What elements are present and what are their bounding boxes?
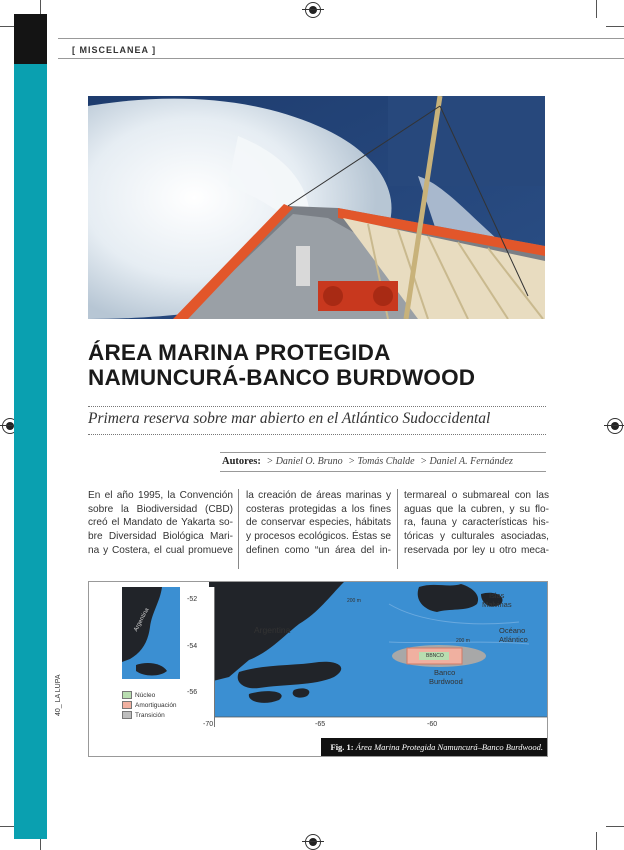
body-text-line: reservada por ley u otro meca- — [404, 544, 549, 556]
title-line-2: NAMUNCURÁ-BANCO BURDWOOD — [88, 365, 476, 390]
legend-label: Núcleo — [135, 692, 156, 699]
body-text-line: creó el Mandato de Yakarta so- — [88, 517, 233, 529]
lat-tick-label: -54 — [187, 643, 198, 650]
map-label-burdwood: Burdwood — [429, 677, 463, 686]
map-legend — [122, 691, 177, 721]
legend-item — [122, 711, 177, 721]
magazine-name: LA LUPA — [55, 674, 62, 703]
legend-swatch — [122, 711, 132, 719]
body-text-line: En el año 1995, la Convención — [88, 490, 233, 501]
corner-black-block — [14, 14, 47, 64]
lon-tick-label: -60 — [427, 721, 438, 728]
authors-rule — [220, 452, 546, 453]
body-text-line: na y Costera, el cual promueve — [88, 544, 233, 556]
body-column-1 — [88, 489, 233, 558]
map-core-label: BBNCO — [426, 653, 444, 659]
body-column-3 — [404, 489, 549, 558]
map-label-banco: Banco — [434, 668, 456, 677]
body-text-line: bre Diversidad Biológica Mari- — [88, 531, 233, 543]
inset-map — [119, 587, 215, 727]
dotted-rule — [88, 406, 546, 407]
lon-tick-label: -65 — [315, 721, 326, 728]
map-label-oceano: Océano — [499, 626, 526, 635]
crop-mark — [606, 826, 624, 827]
body-text-line: aguas que la cubren, y su flo- — [404, 503, 549, 515]
ship-in-storm-illustration — [88, 96, 545, 319]
map-label-atlantico: Atlántico — [499, 635, 528, 644]
side-color-band — [14, 64, 47, 839]
map-label-malvinas: Malvinas — [482, 600, 512, 609]
authors-line: Autores: > Daniel O. Bruno > Tomás Chalde > Daniel A. Fernández — [222, 456, 513, 467]
dotted-rule — [88, 434, 546, 435]
author-name: Tomás Chalde — [357, 456, 415, 467]
crop-mark — [596, 832, 597, 850]
lat-tick-label: -52 — [187, 596, 198, 603]
map-depth-label: 200 m — [347, 598, 361, 604]
registration-mark-icon — [607, 418, 623, 434]
map-depth-label: 200 m — [456, 638, 470, 644]
body-text-line: de conservar especies, hábitats — [246, 517, 391, 529]
crop-mark — [606, 26, 624, 27]
author-name: Daniel A. Fernández — [429, 456, 513, 467]
body-text-line: ra, fauna y características his- — [404, 517, 549, 529]
page-footer: 40_ LA LUPA — [55, 674, 62, 716]
page-number: 40 — [55, 708, 62, 716]
article-subtitle: Primera reserva sobre mar abierto en el Atlántico Sudoccidental — [88, 410, 491, 427]
legend-label: Transición — [135, 712, 165, 719]
body-text-line: y procesos ecológicos. Éstas se — [246, 531, 391, 543]
legend-item — [122, 691, 177, 701]
body-text-line: la creación de áreas marinas y — [246, 490, 391, 501]
section-label: [ MISCELANEA ] — [72, 45, 157, 55]
header-rule — [58, 38, 624, 39]
map-label-argentina: Argentina — [254, 625, 291, 635]
lat-tick-label: -56 — [187, 689, 198, 696]
inset-country-label: Argentina — [133, 607, 151, 633]
body-text-line: tóricas y culturales asociadas, — [404, 531, 549, 543]
authors-label: Autores: — [222, 456, 261, 467]
article-title — [88, 340, 475, 390]
author-name: Daniel O. Bruno — [275, 456, 343, 467]
legend-item — [122, 701, 177, 711]
caption-label: Fig. 1: — [330, 742, 354, 752]
caption-text: Área Marina Protegida Namuncurá–Banco Burdwood. — [355, 742, 543, 752]
registration-mark-icon — [305, 2, 321, 18]
body-column-2 — [246, 489, 391, 558]
legend-swatch — [122, 701, 132, 709]
legend-label: Amortiguación — [135, 702, 177, 709]
header-rule — [58, 58, 624, 59]
lon-tick-label: -70 — [203, 721, 214, 728]
inset-land — [122, 587, 180, 679]
registration-mark-icon — [305, 834, 321, 850]
legend-swatch — [122, 691, 132, 699]
column-separator — [397, 489, 398, 569]
body-text-line: sobre la Biodiversidad (CBD) — [88, 503, 233, 515]
ship-photo — [88, 96, 545, 319]
figure-caption — [321, 738, 547, 756]
map-figure — [88, 581, 548, 757]
authors-rule — [220, 471, 546, 472]
body-text-line: costeras protegidas a los fines — [246, 503, 391, 515]
column-separator — [238, 489, 239, 569]
body-text-line: definen como “un área del in- — [246, 544, 391, 556]
body-text-line: termareal o submareal con las — [404, 490, 549, 501]
map-label-islas: Islas — [489, 591, 505, 600]
crop-mark — [596, 0, 597, 18]
title-line-1: ÁREA MARINA PROTEGIDA — [88, 340, 391, 365]
